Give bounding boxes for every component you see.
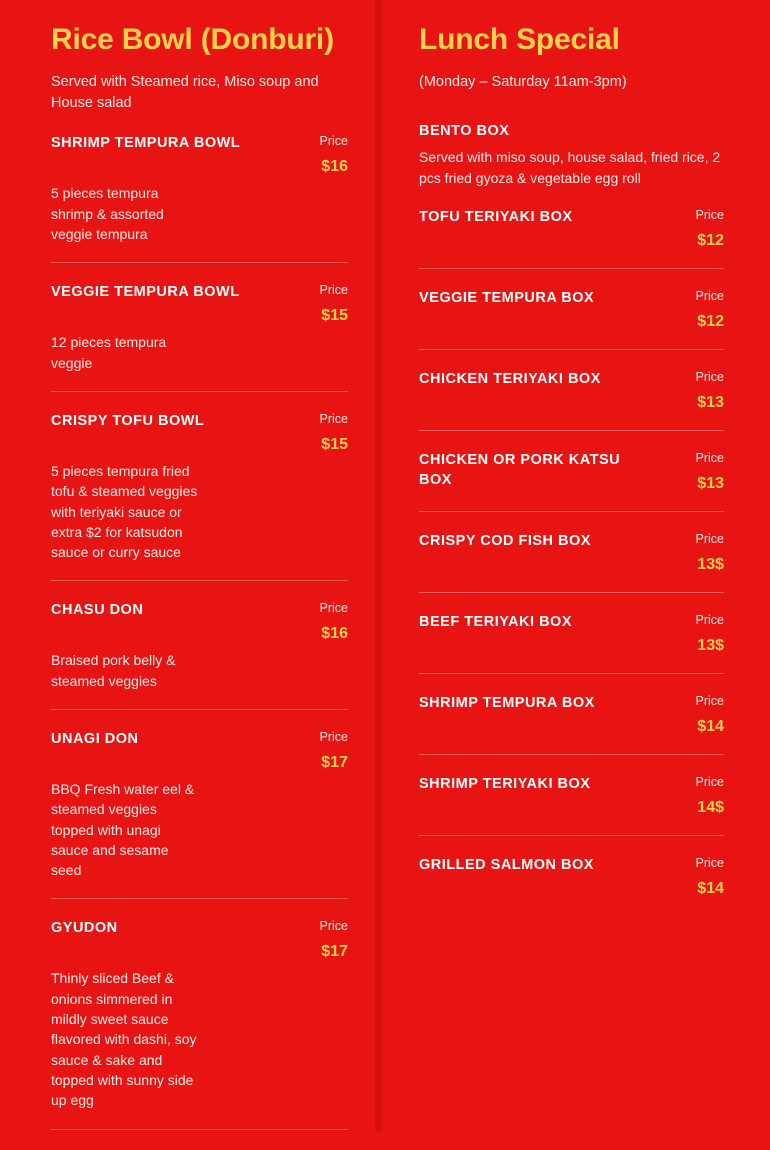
- menu-item-description: BBQ Fresh water eel & steamed veggies topped with unagi sauce and sesame seed: [51, 780, 195, 879]
- menu-item-header: [419, 775, 724, 817]
- menu-item-name: SHRIMP TEMPURA BOX: [419, 695, 595, 711]
- menu-item-price-block: [310, 601, 348, 643]
- menu-item-name: CRISPY TOFU BOWL: [51, 412, 205, 429]
- price-value: 13$: [697, 637, 724, 654]
- menu-item-name: GYUDON: [51, 920, 118, 937]
- menu-item: [419, 188, 724, 250]
- menu-item-name: CHASU DON: [51, 602, 144, 619]
- rice-bowl-section-subtitle: Served with Steamed rice, Miso soup and House salad: [51, 74, 319, 112]
- menu-item: [419, 673, 724, 736]
- menu-item-name: VEGGIE TEMPURA BOWL: [51, 284, 240, 301]
- price-value: $13: [697, 394, 724, 411]
- price-label: Price: [695, 856, 724, 870]
- menu-item: [51, 114, 348, 244]
- price-label: Price: [319, 919, 348, 934]
- menu-item-header: [51, 412, 348, 454]
- rice-bowl-column: [0, 0, 375, 1132]
- lunch-special-hours: (Monday – Saturday 11am-3pm): [419, 74, 627, 91]
- menu-item: [419, 511, 724, 574]
- menu-item-description: Thinly sliced Beef & onions simmered in mildly sweet sauce flavored with dashi, soy sauce & sake and topped with sunny side up egg: [51, 970, 197, 1109]
- menu-item-price-block: [310, 730, 348, 772]
- menu-item-price-block: [310, 919, 348, 961]
- menu-item-price-block: [310, 412, 348, 454]
- menu-item-name: CHICKEN OR PORK KATSU BOX: [419, 452, 621, 488]
- menu-item-price-block: [310, 283, 348, 325]
- lunch-special-column: [382, 0, 770, 1132]
- menu-item-name: BEEF TERIYAKI BOX: [419, 614, 572, 630]
- price-value: $15: [321, 435, 348, 453]
- menu-item: [419, 349, 724, 412]
- menu-item-header: [51, 919, 348, 961]
- menu-item-price-block: [310, 134, 348, 176]
- menu-item-price-block: [686, 208, 724, 250]
- menu-item-price-block: [686, 370, 724, 412]
- menu-item-price-block: [686, 694, 724, 736]
- lunch-special-section-title: Lunch Special: [419, 23, 620, 56]
- menu-item-price-block: [686, 451, 724, 493]
- price-label: Price: [319, 283, 348, 298]
- menu-item-name: VEGGIE TEMPURA BOX: [419, 290, 595, 306]
- price-label: Price: [695, 532, 724, 546]
- price-value: 13$: [697, 556, 724, 573]
- menu-item-name: SHRIMP TEMPURA BOWL: [51, 135, 241, 152]
- price-label: Price: [695, 451, 724, 465]
- menu-item: [51, 898, 348, 1110]
- price-value: $13: [697, 475, 724, 492]
- price-value: $17: [321, 943, 348, 961]
- menu-item-header: [419, 532, 724, 574]
- menu-item-price-block: [686, 613, 724, 655]
- rice-bowl-section-title: Rice Bowl (Donburi): [51, 23, 334, 56]
- menu-item-header: [419, 694, 724, 736]
- price-value: $14: [697, 880, 724, 897]
- price-value: $15: [321, 307, 348, 325]
- menu-item-header: [419, 208, 724, 250]
- menu-item-price-block: [686, 775, 724, 817]
- menu-item: [419, 592, 724, 655]
- menu-item-name: TOFU TERIYAKI BOX: [419, 209, 573, 225]
- menu-item-header: [419, 856, 724, 898]
- menu-item-description: 5 pieces tempura fried tofu & steamed veggies with teriyaki sauce or extra $2 for katsudon sauce or curry sauce: [51, 462, 198, 561]
- menu-item-header: [419, 370, 724, 412]
- menu-item: [51, 262, 348, 373]
- menu-item-header: [419, 613, 724, 655]
- menu-item: [419, 430, 724, 493]
- price-label: Price: [695, 613, 724, 627]
- price-label: Price: [319, 411, 348, 426]
- menu-item-header: [51, 283, 348, 325]
- menu-item: [419, 835, 724, 898]
- price-value: $17: [321, 753, 348, 771]
- menu-item-name: UNAGI DON: [51, 730, 139, 747]
- menu-item-price-block: [686, 532, 724, 574]
- menu-item-name: CHICKEN TERIYAKI BOX: [419, 371, 601, 387]
- price-label: Price: [695, 694, 724, 708]
- price-label: Price: [319, 134, 348, 149]
- menu-item: [51, 709, 348, 880]
- price-value: 14$: [697, 799, 724, 816]
- price-label: Price: [695, 370, 724, 384]
- menu-item: [51, 580, 348, 691]
- menu-item: [51, 391, 348, 562]
- price-value: $14: [697, 718, 724, 735]
- price-value: $16: [321, 625, 348, 643]
- bento-box-group-description: Served with miso soup, house salad, fried rice, 2 pcs fried gyoza & vegetable egg roll: [419, 149, 721, 186]
- price-value: $12: [697, 232, 724, 249]
- price-value: $12: [697, 313, 724, 330]
- menu-item-header: [51, 134, 348, 176]
- price-label: Price: [695, 289, 724, 303]
- price-label: Price: [695, 775, 724, 789]
- menu-item-header: [51, 730, 348, 772]
- menu-item-price-block: [686, 856, 724, 898]
- menu-item-header: [51, 601, 348, 643]
- menu-item: [419, 754, 724, 817]
- menu-item-description: 12 pieces tempura veggie: [51, 334, 167, 371]
- menu-item-name: GRILLED SALMON BOX: [419, 857, 594, 873]
- menu-item-description: Braised pork belly & steamed veggies: [51, 652, 176, 689]
- price-label: Price: [319, 729, 348, 744]
- menu-item-price-block: [686, 289, 724, 331]
- menu-item-description: 5 pieces tempura shrimp & assorted veggie tempura: [51, 185, 164, 243]
- menu-item-name: SHRIMP TERIYAKI BOX: [419, 776, 591, 792]
- price-label: Price: [319, 601, 348, 616]
- column-divider: [375, 0, 382, 1132]
- menu-item-header: [419, 289, 724, 331]
- price-label: Price: [695, 208, 724, 222]
- price-value: $16: [321, 158, 348, 176]
- menu-item-header: [419, 451, 724, 493]
- bento-box-group-title: BENTO BOX: [419, 123, 510, 140]
- menu-item-name: CRISPY COD FISH BOX: [419, 533, 591, 549]
- menu-item: [419, 268, 724, 331]
